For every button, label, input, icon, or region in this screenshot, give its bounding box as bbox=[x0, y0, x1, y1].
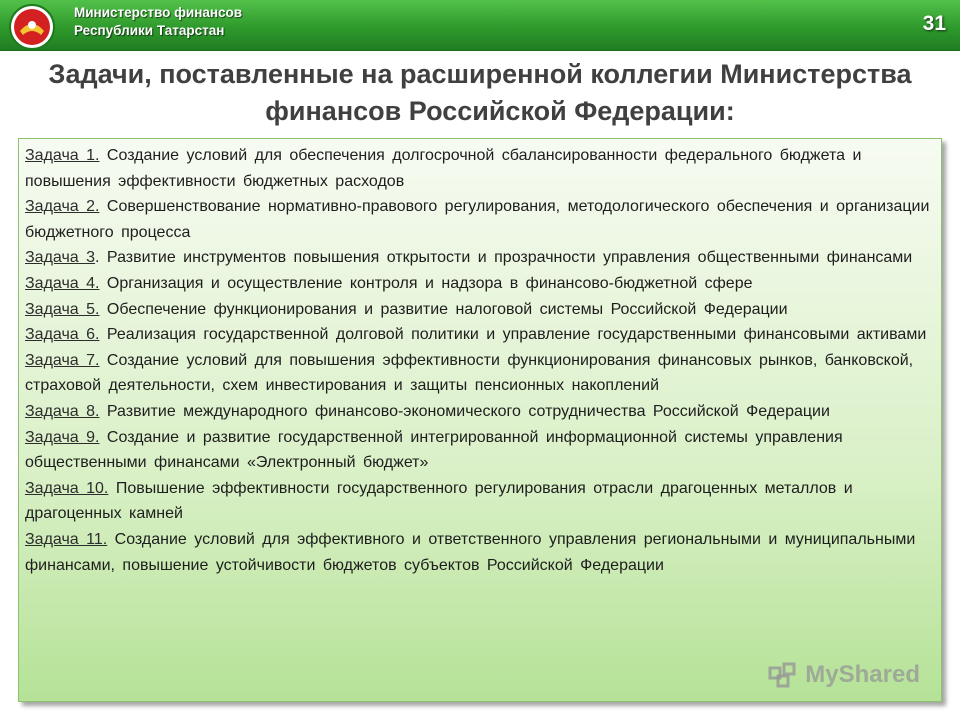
task-label: Задача 9. bbox=[25, 428, 100, 446]
task-text: . Развитие инструментов повышения открытости и прозрачности управления общественными финансами bbox=[95, 249, 913, 267]
watermark-text: MyShared bbox=[805, 661, 920, 688]
task-label: Задача 5. bbox=[25, 300, 100, 318]
task-label: Задача 8. bbox=[25, 402, 100, 420]
task-item bbox=[25, 194, 937, 245]
task-item bbox=[25, 271, 937, 297]
task-item bbox=[25, 322, 937, 348]
task-label: Задача 10. bbox=[25, 479, 109, 497]
task-text: Повышение эффективности государственного регулирования отрасли драгоценных металлов и драгоценных камней bbox=[25, 479, 853, 523]
task-label: Задача 2. bbox=[25, 198, 100, 216]
task-text: Развитие международного финансово-экономического сотрудничества Российской Федерации bbox=[99, 402, 830, 420]
task-item bbox=[25, 143, 937, 194]
task-label: Задача 11. bbox=[25, 530, 108, 548]
task-item bbox=[25, 527, 937, 578]
tasks-panel bbox=[18, 138, 942, 702]
task-text: Обеспечение функционирования и развитие налоговой системы Российской Федерации bbox=[99, 300, 788, 318]
task-label: Задача 7. bbox=[25, 351, 100, 369]
task-label: Задача 1. bbox=[25, 147, 100, 164]
watermark bbox=[767, 660, 920, 690]
task-item bbox=[25, 399, 937, 425]
task-label: Задача 6. bbox=[25, 326, 100, 344]
task-text: Создание условий для обеспечения долгосрочной сбалансированности федерального бюджета и повышения эффективности бюджетных расходов bbox=[25, 147, 862, 190]
org-line-2: Республики Татарстан bbox=[74, 23, 225, 38]
title-line-2: финансов Российской Федерации: bbox=[265, 96, 735, 126]
task-label: Задача 4. bbox=[25, 274, 100, 292]
task-item bbox=[25, 348, 937, 399]
slide-number: 31 bbox=[922, 12, 946, 35]
task-text: Организация и осуществление контроля и надзора в финансово-бюджетной сфере bbox=[99, 274, 753, 292]
task-text: Создание и развитие государственной интегрированной информационной системы управления общественными финансами «Электронный бюджет» bbox=[25, 428, 843, 472]
task-label: Задача 3 bbox=[25, 249, 96, 267]
task-item bbox=[25, 425, 937, 476]
organization-name bbox=[74, 4, 242, 40]
title-line-1: Задачи, поставленные на расширенной коллегии Министерства bbox=[48, 59, 912, 89]
tatarstan-emblem-icon bbox=[8, 3, 56, 51]
page-title bbox=[0, 56, 960, 130]
slide-header bbox=[0, 0, 960, 51]
task-text: Совершенствование нормативно-правового регулирования, методологического обеспечения и организации бюджетного процесса bbox=[25, 198, 930, 241]
task-text: Создание условий для эффективного и ответственного управления региональными и муниципальными финансами, повышение устойчивости бюджетов субъектов Российской Федерации bbox=[25, 530, 916, 574]
org-line-1: Министерство финансов bbox=[74, 5, 243, 20]
task-item bbox=[25, 476, 937, 527]
task-item bbox=[25, 245, 937, 271]
myshared-logo-icon bbox=[767, 660, 801, 690]
task-item bbox=[25, 297, 937, 323]
task-text: Реализация государственной долговой политики и управление государственными финансовыми активами bbox=[99, 326, 927, 344]
task-text: Создание условий для повышения эффективности функционирования финансовых рынков, банковской, страховой деятельности, схем инвестирования и защиты пенсионных накоплений bbox=[25, 351, 914, 395]
